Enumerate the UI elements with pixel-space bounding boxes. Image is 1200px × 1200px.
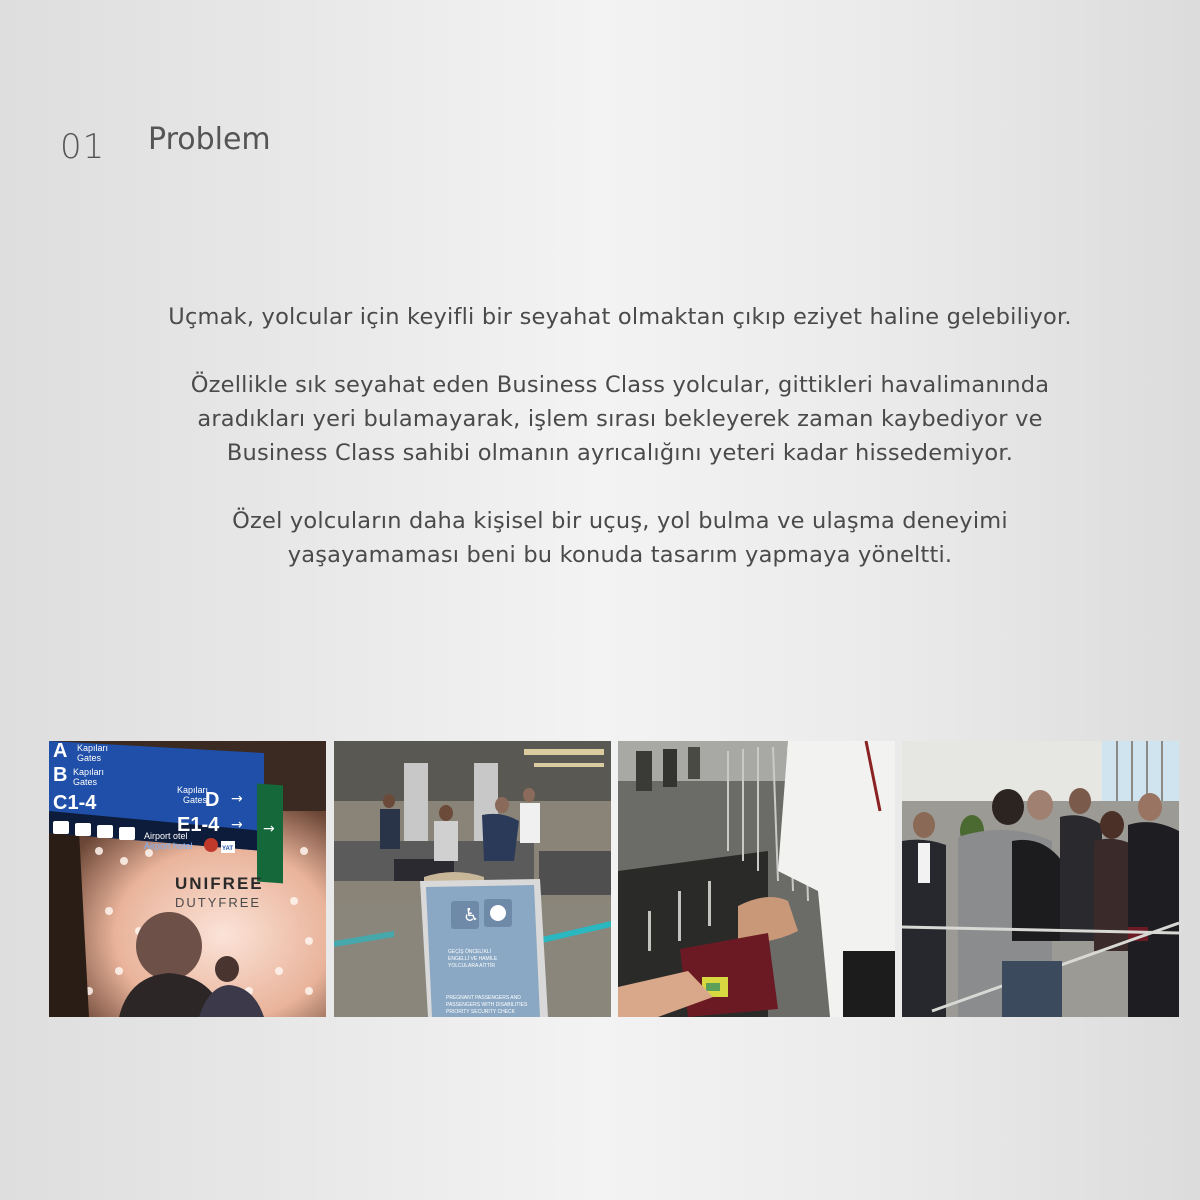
unifree-logo-text: UNIFREE bbox=[175, 874, 264, 893]
photo-passport-handover bbox=[618, 741, 895, 1017]
sign-letter-d: D bbox=[205, 789, 220, 811]
sign-letter-b: B bbox=[53, 764, 68, 786]
paragraph-motivation: Özel yolcuların daha kişisel bir uçuş, yol bulma ve ulaşma deneyimi yaşayamaması beni bu konuda tasarım yapmaya yöneltti. bbox=[232, 508, 1008, 568]
placard-tr-text: GEÇİŞ ÖNCELİKLİ ENGELLİ VE HAMİLE YOLCULARA AİTTİR bbox=[448, 949, 498, 969]
tram-icon bbox=[204, 838, 218, 852]
problem-description bbox=[100, 300, 1140, 606]
sign-hotel-tr: Airport otel bbox=[144, 831, 188, 841]
arrow-right-icon: → bbox=[231, 817, 243, 833]
photo-airport-signage bbox=[49, 741, 326, 1017]
sign-a-en: Gates bbox=[77, 753, 102, 763]
photo-strip bbox=[49, 741, 1179, 1017]
sign-hotel-en: Airport hotel bbox=[144, 841, 193, 851]
sign-c: C1-4 bbox=[53, 792, 97, 814]
wheelchair-icon: ♿ bbox=[463, 905, 480, 926]
paragraph-business-class: Özellikle sık seyahat eden Business Class yolcular, gittikleri havalimanında aradıkları yeri bulamayarak, işlem sırası bekleyerek zaman kaybediyor ve Business Class sahibi olmanın ayrıcalığını yeteri kadar hissedemiyor. bbox=[190, 372, 1050, 466]
placard-line: PRIORITY SECURITY CHECK bbox=[446, 1009, 515, 1015]
sign-letter-a: A bbox=[53, 741, 68, 762]
photo-waiting-queue bbox=[902, 741, 1179, 1017]
arrow-right-icon: → bbox=[263, 821, 275, 837]
sign-d-tr: Kapıları bbox=[177, 785, 209, 795]
pregnant-icon bbox=[490, 905, 506, 921]
sign-b-en: Gates bbox=[73, 777, 98, 787]
section-number: 01 bbox=[60, 127, 106, 167]
metal-detector bbox=[404, 763, 428, 843]
photo-security-checkpoint bbox=[334, 741, 611, 1017]
dutyfree-logo-text: DUTYFREE bbox=[175, 895, 262, 910]
sign-b-tr: Kapıları bbox=[73, 767, 105, 777]
sign-yat: YAT bbox=[222, 846, 234, 852]
section-header bbox=[60, 122, 460, 172]
sign-a-tr: Kapıları bbox=[77, 743, 109, 753]
section-title: Problem bbox=[148, 122, 271, 157]
placard-line: YOLCULARA AİTTİR bbox=[448, 963, 495, 969]
sign-d-en: Gates bbox=[183, 795, 208, 805]
placard-en-text: PREGNANT PASSENGERS AND PASSENGERS WITH DISABILITIES PRIORITY SECURITY CHECK bbox=[446, 995, 528, 1015]
placard-line: PASSENGERS WITH DISABILITIES bbox=[446, 1002, 528, 1008]
arrow-right-icon: → bbox=[231, 791, 243, 807]
paragraph-intro: Uçmak, yolcular için keyifli bir seyahat olmaktan çıkıp eziyet haline gelebiliyor. bbox=[168, 304, 1072, 330]
sign-e: E1-4 bbox=[177, 814, 220, 836]
placard-line: ENGELLİ VE HAMİLE bbox=[448, 956, 498, 962]
